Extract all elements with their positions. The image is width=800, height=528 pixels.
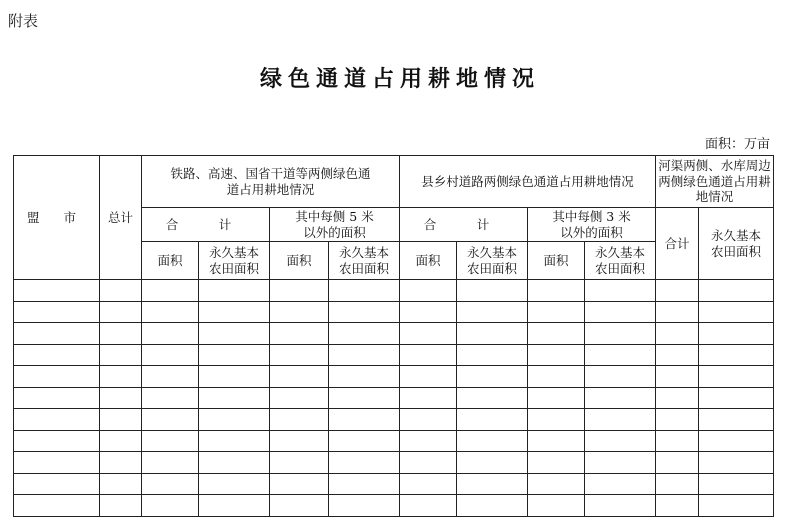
header-leaf-area: 面积 <box>270 242 329 280</box>
unit-label: 面积：万亩 <box>704 137 770 152</box>
table-row <box>14 301 774 323</box>
table-cell <box>100 473 142 495</box>
table-cell <box>656 344 699 366</box>
table-cell <box>528 366 585 388</box>
table-cell <box>457 409 528 431</box>
table-row <box>14 409 774 431</box>
header-total: 总计 <box>100 156 142 280</box>
header-county-total: 合 计 <box>400 208 528 242</box>
table-cell <box>199 366 270 388</box>
table-cell <box>100 323 142 345</box>
table-cell <box>699 344 774 366</box>
table-cell <box>585 344 656 366</box>
table-cell <box>100 301 142 323</box>
table-cell <box>400 301 457 323</box>
table-cell <box>400 452 457 474</box>
table-row <box>14 344 774 366</box>
table-cell <box>142 430 199 452</box>
table-row <box>14 452 774 474</box>
table-cell <box>528 430 585 452</box>
table-cell <box>699 495 774 517</box>
table-cell <box>14 280 100 302</box>
table-cell <box>100 344 142 366</box>
table-cell <box>585 473 656 495</box>
table-cell <box>142 280 199 302</box>
table-cell <box>528 344 585 366</box>
table-cell <box>699 366 774 388</box>
header-leaf-area: 面积 <box>400 242 457 280</box>
table-cell <box>457 387 528 409</box>
header-railway-total: 合 计 <box>142 208 270 242</box>
header-leaf-area: 面积 <box>528 242 585 280</box>
table-cell <box>270 452 329 474</box>
table-cell <box>699 473 774 495</box>
table-cell <box>656 280 699 302</box>
table-cell <box>14 473 100 495</box>
table-cell <box>457 344 528 366</box>
table-cell <box>656 473 699 495</box>
table-cell <box>400 387 457 409</box>
header-leaf-farmland: 永久基本农田面积 <box>585 242 656 280</box>
table-cell <box>142 301 199 323</box>
header-leaf-area: 面积 <box>142 242 199 280</box>
header-railway-group: 铁路、高速、国省干道等两侧绿色通道占用耕地情况 <box>142 156 400 208</box>
header-leaf-farmland: 永久基本农田面积 <box>199 242 270 280</box>
table-cell <box>699 409 774 431</box>
table-cell <box>329 409 400 431</box>
table-row <box>14 366 774 388</box>
table-cell <box>100 495 142 517</box>
table-cell <box>199 452 270 474</box>
table-cell <box>14 452 100 474</box>
table-cell <box>14 301 100 323</box>
header-river-farmland: 永久基本农田面积 <box>699 208 774 280</box>
page-title: 绿色通道占用耕地情况 <box>259 67 540 92</box>
table-row <box>14 387 774 409</box>
table-row <box>14 323 774 345</box>
header-county-3m: 其中每侧 3 米以外的面积 <box>528 208 656 242</box>
table-cell <box>585 323 656 345</box>
header-leaf-farmland: 永久基本农田面积 <box>457 242 528 280</box>
farmland-table <box>13 155 774 517</box>
table-cell <box>585 495 656 517</box>
header-railway-5m: 其中每侧 5 米以外的面积 <box>270 208 400 242</box>
table-cell <box>142 344 199 366</box>
table-cell <box>329 430 400 452</box>
table-cell <box>199 387 270 409</box>
table-cell <box>457 366 528 388</box>
table-cell <box>656 452 699 474</box>
table-cell <box>585 452 656 474</box>
table-cell <box>142 473 199 495</box>
table-cell <box>14 366 100 388</box>
table-cell <box>14 344 100 366</box>
table-cell <box>329 452 400 474</box>
header-leaf-farmland: 永久基本农田面积 <box>329 242 400 280</box>
table-cell <box>270 473 329 495</box>
table-row <box>14 473 774 495</box>
table-cell <box>656 495 699 517</box>
table-cell <box>142 452 199 474</box>
table-cell <box>270 430 329 452</box>
table-cell <box>270 323 329 345</box>
table-cell <box>329 495 400 517</box>
table-cell <box>100 387 142 409</box>
table-cell <box>699 301 774 323</box>
table-cell <box>656 387 699 409</box>
table-cell <box>270 409 329 431</box>
table-cell <box>457 430 528 452</box>
table-cell <box>528 495 585 517</box>
table-cell <box>199 344 270 366</box>
table-cell <box>400 344 457 366</box>
table-row <box>14 430 774 452</box>
table-cell <box>528 473 585 495</box>
table-cell <box>528 387 585 409</box>
table-cell <box>14 495 100 517</box>
table-cell <box>100 280 142 302</box>
table-cell <box>142 387 199 409</box>
table-cell <box>100 452 142 474</box>
table-body <box>14 280 774 517</box>
table-cell <box>329 301 400 323</box>
table-cell <box>199 323 270 345</box>
header-city: 盟 市 <box>14 156 100 280</box>
table-cell <box>270 280 329 302</box>
table-cell <box>14 409 100 431</box>
table-cell <box>528 280 585 302</box>
table-cell <box>270 387 329 409</box>
table-cell <box>199 280 270 302</box>
table-cell <box>699 452 774 474</box>
table-cell <box>14 387 100 409</box>
table-cell <box>457 452 528 474</box>
table-cell <box>528 452 585 474</box>
table-cell <box>199 409 270 431</box>
table-cell <box>528 409 585 431</box>
table-cell <box>400 495 457 517</box>
table-cell <box>329 344 400 366</box>
table-cell <box>585 387 656 409</box>
table-cell <box>585 301 656 323</box>
table-cell <box>656 366 699 388</box>
table-cell <box>528 301 585 323</box>
table-cell <box>656 430 699 452</box>
table-cell <box>329 473 400 495</box>
table-cell <box>100 366 142 388</box>
table-cell <box>142 366 199 388</box>
table-cell <box>270 495 329 517</box>
table-cell <box>400 430 457 452</box>
table-cell <box>699 323 774 345</box>
table-cell <box>270 344 329 366</box>
table-cell <box>528 323 585 345</box>
table-cell <box>400 366 457 388</box>
table-cell <box>199 495 270 517</box>
header-county-group: 县乡村道路两侧绿色通道占用耕地情况 <box>400 156 656 208</box>
table-row <box>14 280 774 302</box>
header-river-total: 合计 <box>656 208 699 280</box>
table-cell <box>699 387 774 409</box>
table-cell <box>656 323 699 345</box>
table-cell <box>457 323 528 345</box>
table-cell <box>457 280 528 302</box>
table-cell <box>585 430 656 452</box>
table-cell <box>400 323 457 345</box>
table-cell <box>400 409 457 431</box>
table-cell <box>199 430 270 452</box>
table-cell <box>329 280 400 302</box>
table-cell <box>329 387 400 409</box>
table-cell <box>656 301 699 323</box>
table-cell <box>14 430 100 452</box>
table-cell <box>656 409 699 431</box>
table-cell <box>199 473 270 495</box>
table-cell <box>585 280 656 302</box>
header-river-group: 河渠两侧、水库周边两侧绿色通道占用耕地情况 <box>656 156 774 208</box>
table-cell <box>585 366 656 388</box>
table-cell <box>457 495 528 517</box>
table-cell <box>585 409 656 431</box>
table-cell <box>329 366 400 388</box>
appendix-label: 附表 <box>8 12 39 30</box>
table-cell <box>142 409 199 431</box>
table-cell <box>329 323 400 345</box>
table-cell <box>270 301 329 323</box>
table-cell <box>199 301 270 323</box>
table-cell <box>400 280 457 302</box>
table-cell <box>270 366 329 388</box>
table-cell <box>457 301 528 323</box>
table-cell <box>100 430 142 452</box>
table-cell <box>100 409 142 431</box>
table-cell <box>142 323 199 345</box>
table-cell <box>457 473 528 495</box>
table-cell <box>400 473 457 495</box>
table-cell <box>14 323 100 345</box>
table-cell <box>699 280 774 302</box>
table-cell <box>142 495 199 517</box>
table-row <box>14 495 774 517</box>
table-cell <box>699 430 774 452</box>
